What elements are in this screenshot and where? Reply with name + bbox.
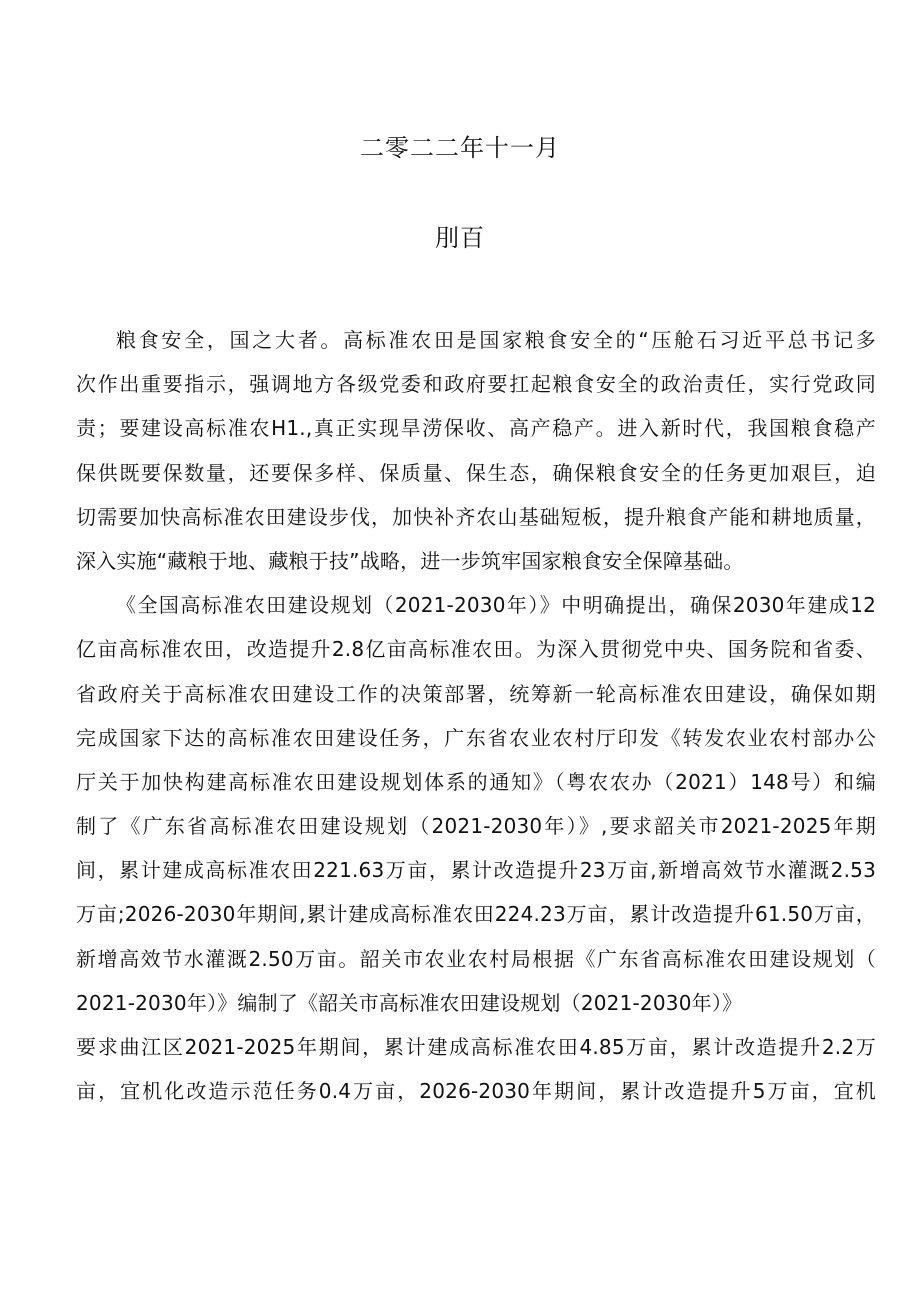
text-line: 间，累计建成高标准农田221.63万亩，累计改造提升23万亩,新增高效节水灌溉2.53: [76, 858, 876, 883]
text-line: 亩，宜机化改造示范任务0.4万亩，2026-2030年期间，累计改造提升5万亩，宜机: [76, 1079, 876, 1104]
text-line: 完成国家下达的高标准农田建设任务，广东省农业农村厅印发《转发农业农村部办公: [76, 725, 876, 750]
paragraph-2: [76, 583, 876, 1025]
text-line: 要求曲江区2021-2025年期间，累计建成高标准农田4.85万亩，累计改造提升2.2万: [76, 1035, 876, 1059]
text-line: 2021-2030年）》编制了《韶关市高标准农田建设规划（2021-2030年）》: [76, 990, 743, 1015]
document-body: [76, 318, 876, 1113]
text-line: 保供既要保数量，还要保多样、保质量、保生态，确保粮食安全的任务更加艰巨，迫: [76, 460, 876, 485]
text-line: 新增高效节水灌溉2.50万亩。韶关市农业农村局根据《广东省高标准农田建设规划（: [76, 946, 876, 971]
text-line: 责；要建设高标准农H1.,真正实现旱涝保收、高产稳产。进入新时代，我国粮食稳产: [76, 416, 876, 441]
text-line: 厅关于加快构建高标准农田建设规划体系的通知》（粤农农办（2021）148号）和编: [76, 769, 876, 794]
paragraph-1: [76, 318, 876, 583]
text-line: 粮食安全，国之大者。高标准农田是国家粮食安全的“压舱石习近平总书记多: [116, 328, 876, 352]
text-line: 省政府关于高标准农田建设工作的决策部署，统筹新一轮高标准农田建设，确保如期: [76, 681, 876, 706]
text-line: 制了《广东省高标准农田建设规划（2021-2030年）》,要求韶关市2021-2025年期: [76, 814, 876, 839]
paragraph-3: [76, 1025, 876, 1113]
document-date: 二零二二年十一月: [360, 134, 560, 162]
text-line: 次作出重要指示，强调地方各级党委和政府要扛起粮食安全的政治责任，实行党政同: [76, 372, 876, 397]
text-line: 深入实施“藏粮于地、藏粮于技”战略，进一步筑牢国家粮食安全保障基础。: [76, 548, 744, 573]
text-line: 《全国高标准农田建设规划（2021-2030年）》中明确提出，确保2030年建成12: [116, 593, 876, 618]
text-line: 亿亩高标准农田，改造提升2.8亿亩高标准农田。为深入贯彻党中央、国务院和省委、: [76, 637, 876, 662]
section-heading: 刖百: [435, 224, 485, 252]
text-line: 切需要加快高标准农田建设步伐，加快补齐农山基础短板，提升粮食产能和耕地质量，: [76, 504, 876, 529]
text-line: 万亩;2026-2030年期间,累计建成高标准农田224.23万亩，累计改造提升61.50万亩，: [76, 902, 876, 927]
